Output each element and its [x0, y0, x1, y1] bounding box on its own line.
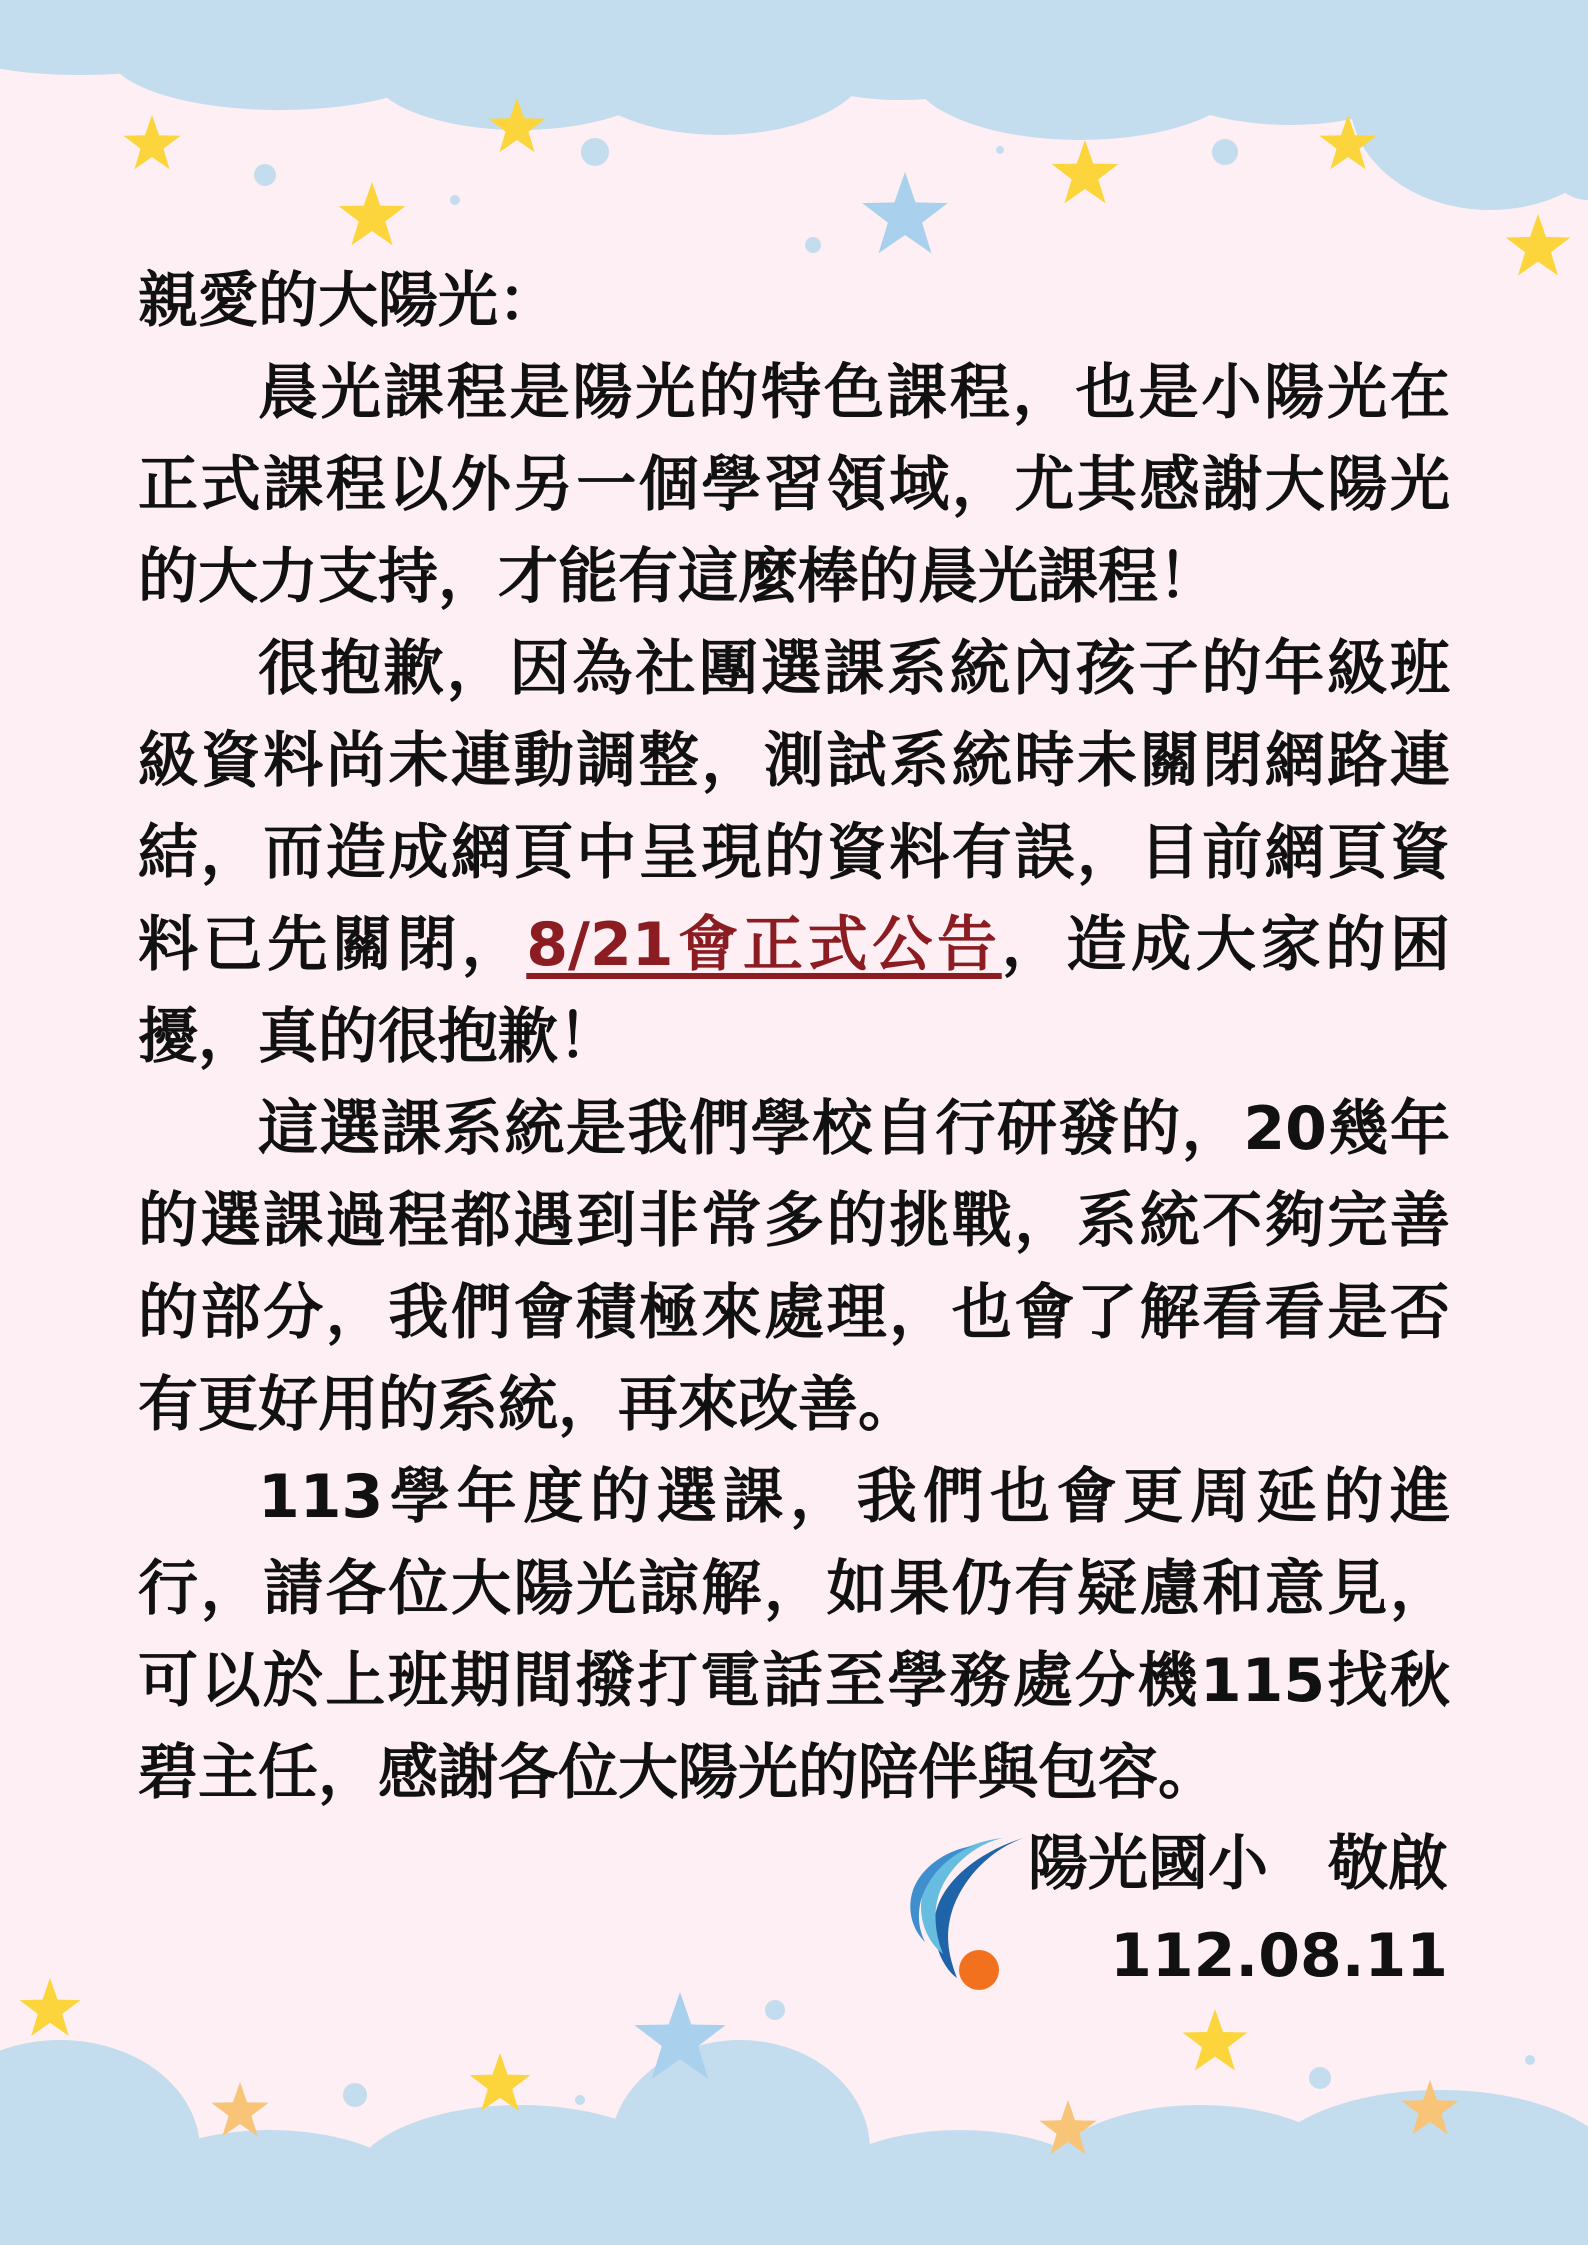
school-logo	[905, 1830, 1035, 1990]
star-icon	[470, 2053, 531, 2111]
star-icon	[862, 172, 948, 253]
star-icon	[123, 115, 180, 169]
paragraph-3: 這選課系統是我們學校自行研發的，20幾年的選課過程都遇到非常多的挑戰，系統不夠完善的部分，我們會積極來處理，也會了解看看是否有更好用的系統，再來改善。	[138, 1094, 1450, 1440]
star-icon	[1052, 140, 1119, 203]
star-icon	[20, 1978, 81, 2036]
paragraph-2	[138, 623, 1450, 1083]
signature-date: 112.08.11	[1110, 1921, 1448, 1991]
letter-body	[138, 255, 1450, 1819]
cloud-border-bottom	[0, 2040, 1588, 2245]
star-icon	[211, 2082, 268, 2136]
letter-greeting: 親愛的大陽光：	[138, 266, 558, 336]
paragraph-2-after: ，造成大家的困擾，真的很抱歉！	[138, 910, 1450, 1072]
star-icon	[339, 182, 406, 245]
paragraph-1: 晨光課程是陽光的特色課程，也是小陽光在正式課程以外另一個學習領域，尤其感謝大陽光的大力支持，才能有這麼棒的晨光課程！	[138, 358, 1450, 612]
paragraph-2-before: 很抱歉，因為社團選課系統內孩子的年級班級資料尚未連動調整，測試系統時未關閉網路連結，而造成網頁中呈現的資料有誤，目前網頁資料已先關閉，	[138, 634, 1450, 980]
signature-block	[1028, 1818, 1448, 2002]
signature-sender: 陽光國小 敬啟	[1028, 1829, 1448, 1899]
star-icon	[1183, 2009, 1248, 2071]
cloud-border-top	[0, 0, 1588, 210]
announcement-date-highlight: 8/21會正式公告	[526, 910, 1002, 980]
paragraph-4: 113學年度的選課，我們也會更周延的進行，請各位大陽光諒解，如果仍有疑慮和意見，可以於上班期間撥打電話至學務處分機115找秋碧主任，感謝各位大陽光的陪伴與包容。	[138, 1462, 1450, 1808]
star-icon	[1506, 214, 1571, 276]
